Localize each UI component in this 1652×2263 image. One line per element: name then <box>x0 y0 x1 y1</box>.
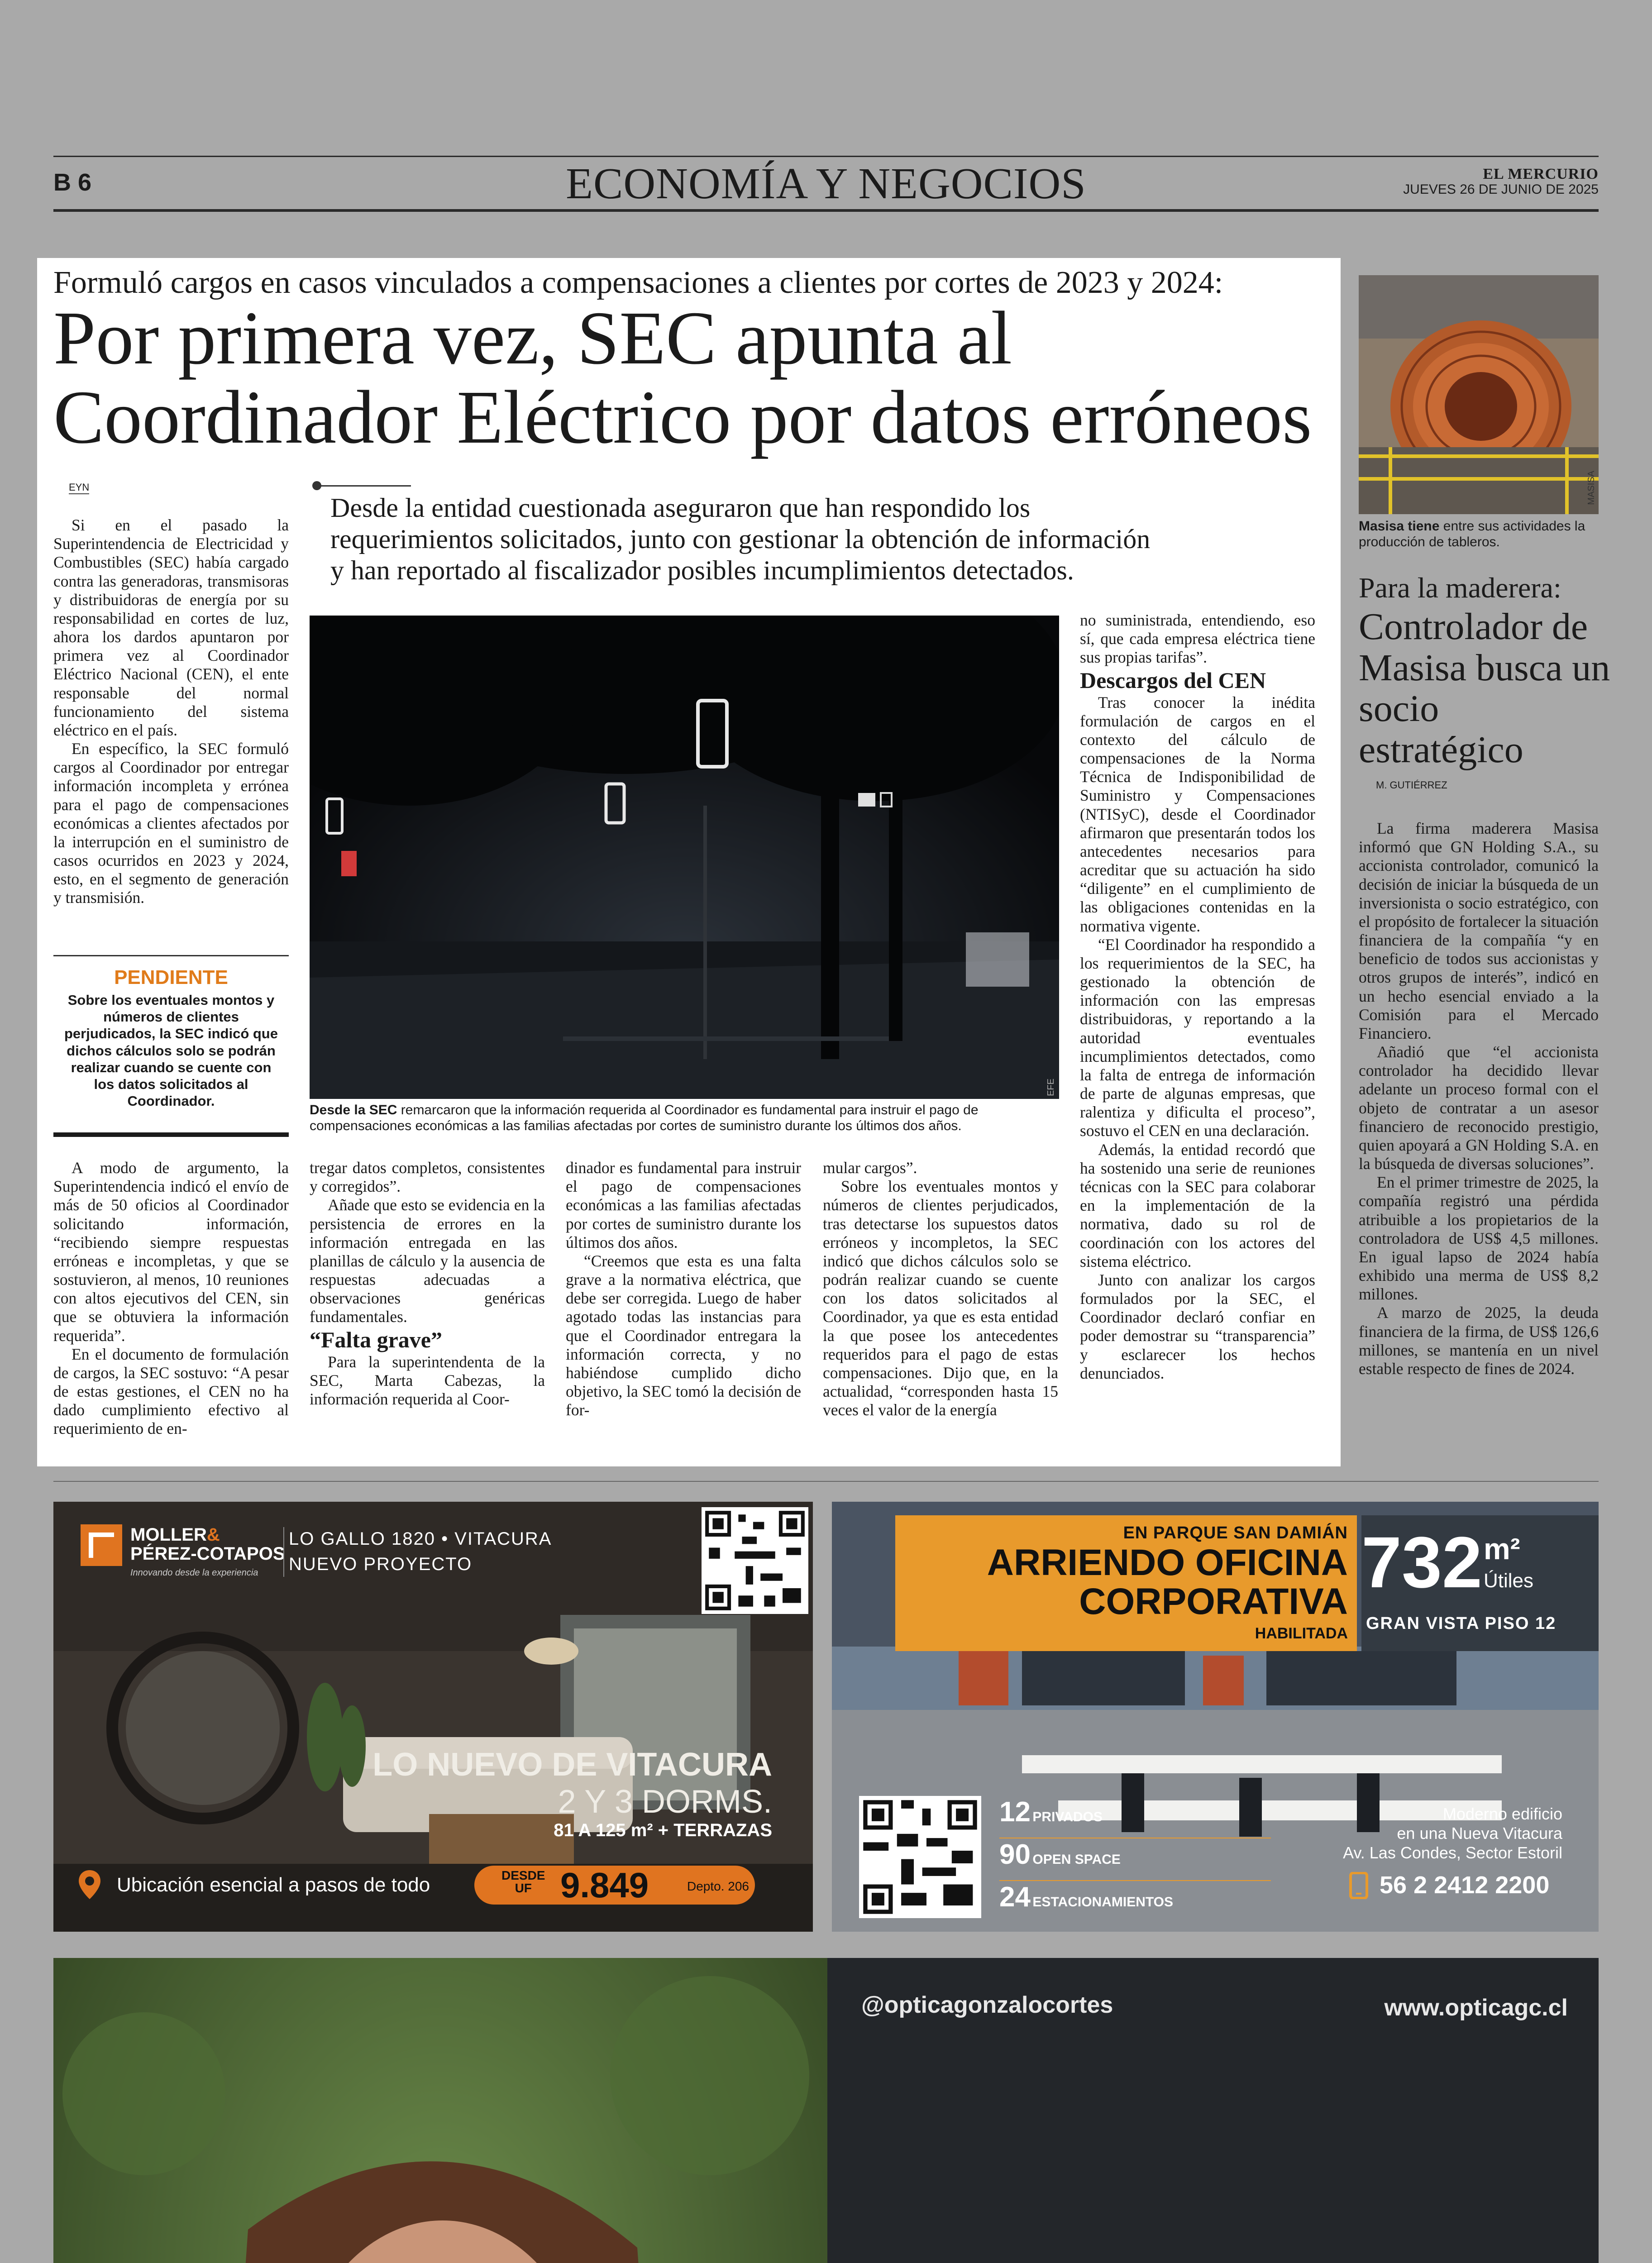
address: LO GALLO 1820 • VITACURA <box>289 1529 552 1549</box>
sidebar-photo-credit: MASISA <box>1586 471 1596 505</box>
article-column-1 <box>53 516 289 907</box>
article-column-3 <box>566 1159 801 1419</box>
street-night-photo <box>310 616 1059 1099</box>
deck-line: y han reportado al fiscalizador posibles incumplimientos detectados. <box>330 555 1074 585</box>
oficina-area-label: Útiles <box>1484 1570 1534 1592</box>
headline-line: Coordinador Eléctrico por datos erróneos <box>53 375 1312 459</box>
stat-row <box>999 1838 1271 1881</box>
sidebar-headline: Controlador de Masisa busca un socio estratégico <box>1359 606 1610 771</box>
caption-lead: Masisa tiene <box>1359 519 1440 534</box>
deck-line: requerimientos solicitados, junto con gestionar la obtención de información <box>330 524 1151 554</box>
factory-machine-photo <box>1359 275 1599 514</box>
pendiente-box <box>53 955 289 1137</box>
stat-row <box>999 1796 1271 1838</box>
desc-line: Av. Las Condes, Sector Estoril <box>1343 1843 1562 1862</box>
paragraph: Tras conocer la inédita formulación de cargos en el contexto del cálculo de compensaciones de la Norma Técnica de Indisponibilidad de Suministro y Compensaciones (NTISyC), desde el Coordinador afirmaron que presentarán todos los antecedentes necesarios para acreditar que su actuación ha sido “diligente” en el cumplimiento de las obligaciones contenidas en la normativa vigente. <box>1080 693 1315 935</box>
paragraph: Añadió que “el accionista controlador ha decidido llevar adelante un proceso formal con el objeto de contratar a un asesor financiero de reconocido prestigio, quien apoyará a GN Holding S.A. en la búsqueda de diversas soluciones”. <box>1359 1043 1599 1173</box>
deck-rule <box>316 485 411 487</box>
paragraph: mular cargos”. <box>823 1159 917 1177</box>
oficina-area-unit: m² <box>1484 1532 1520 1566</box>
ad-arriendo-oficina[interactable] <box>832 1502 1599 1932</box>
oficina-title <box>895 1543 1348 1621</box>
paragraph: Además, la entidad recordó que ha sostenido una serie de reuniones técnicas con la SEC para colaborar en la implementación de la normativa, dado su rol de coordinación con los actores del sistema eléctrico. <box>1080 1140 1315 1270</box>
moller-price-note: Depto. 206 <box>687 1879 749 1893</box>
stat-label: OPEN SPACE <box>1032 1852 1121 1867</box>
caption-lead: Desde la SEC <box>310 1103 397 1117</box>
paragraph: La firma maderera Masisa informó que GN Holding S.A., su accionista controlador, comunicó la decisión de iniciar la búsqueda de un inversionista o socio estratégico, con el propósito de fortalecer la situación financiera de la compañía “y en beneficio de todos sus accionistas y otros grupos de interés”, indicó en un hecho esencial enviado a la Comisión para el Mercado Financiero. <box>1359 819 1599 1042</box>
caption-text: remarcaron que la información requerida al Coordinador es fundamental para instruir el pago de compensaciones económicas a las familias afectadas por cortes de suministro durante los últimos dos años. <box>310 1103 979 1133</box>
article-column-4 <box>823 1159 1058 1419</box>
oficina-location: EN PARQUE SAN DAMIÁN <box>1123 1523 1348 1542</box>
photo-caption <box>310 1103 1059 1134</box>
location-pin-icon <box>79 1870 100 1899</box>
paragraph: dinador es fundamental para instruir el pago de compensaciones económicas a las familias afectadas por cortes de suministro durante los últimos dos años. <box>566 1159 801 1251</box>
newspaper-name: EL MERCURIO <box>1483 166 1599 182</box>
model-photo <box>53 1958 827 2263</box>
moller-address-block <box>289 1526 552 1577</box>
photo-credit: EFE <box>1046 1079 1056 1096</box>
stat-label: ESTACIONAMIENTOS <box>1032 1895 1173 1910</box>
paragraph: Añade que esto se evidencia en la persistencia de errores en la información entregada en las planillas de cálculo y la ausencia de respuestas adecuadas a observaciones genéricas fundamentales. <box>310 1196 545 1326</box>
subhead-descargos: Descargos del CEN <box>1080 667 1266 693</box>
paragraph: Junto con analizar los cargos formulados por la SEC, el Coordinador declaró confiar en poder demostrar su “transparencia” y esclarecer los hechos denunciados. <box>1080 1270 1315 1382</box>
moller-rooms: 2 Y 3 DORMS. <box>558 1784 772 1820</box>
ad-opticas-gonzalo-cortes[interactable] <box>53 1958 1599 2263</box>
moller-size: 81 A 125 m² + TERRAZAS <box>554 1820 772 1840</box>
sidebar-photo <box>1359 275 1599 514</box>
paragraph: En el documento de formulación de cargos, la SEC sostuvo: “A pesar de estas gestiones, el CEN no ha dado cumplimiento efectivo al requerimiento de en- <box>53 1345 289 1438</box>
title-line: ARRIENDO OFICINA <box>987 1542 1348 1583</box>
moller-logo-icon <box>81 1524 122 1566</box>
sidebar-body <box>1359 819 1599 1378</box>
moller-headline-block <box>372 1746 772 1841</box>
oficina-description <box>1343 1804 1562 1863</box>
stat-label: PRIVADOS <box>1032 1809 1103 1824</box>
price-prefix <box>501 1869 545 1895</box>
masthead-bottom-rule <box>53 209 1599 212</box>
page-number: B 6 <box>53 169 92 196</box>
oficina-status: HABILITADA <box>1255 1625 1348 1642</box>
moller-headline: LO NUEVO DE VITACURA <box>372 1747 772 1783</box>
pendiente-body: Sobre los eventuales montos y números de clientes perjudicados, la SEC indicó que dichos cálculos solo se podrán realizar cuando se cuente con los datos solicitados al Coordinador. <box>64 992 278 1109</box>
ad-moller-perez-cotapos[interactable] <box>53 1502 813 1932</box>
brand-line: MOLLER <box>130 1525 207 1545</box>
qr-code-icon[interactable] <box>702 1507 808 1614</box>
article-byline: EYN <box>69 482 89 494</box>
paragraph: A modo de argumento, la Superintendencia indicó el envío de más de 50 oficios al Coordinador solicitando información, “recibiendo siempre respuestas erróneas e incompletas, y que se sostuvieron, al menos, 10 reuniones con altos ejecutivos del CEN, sin que se obtuviera la información requerida”. <box>53 1159 289 1345</box>
opticas-social[interactable]: @opticagonzalocortes <box>861 1992 1113 2018</box>
section-title: ECONOMÍA Y NEGOCIOS <box>566 159 1086 208</box>
deck-line: Desde la entidad cuestionada aseguraron que han respondido los <box>330 493 1031 523</box>
headline-line: Por primera vez, SEC apunta al <box>53 296 1012 380</box>
deck-bullet <box>312 481 321 490</box>
sidebar-kicker: Para la maderera: <box>1359 572 1561 604</box>
paragraph: Sobre los eventuales montos y números de clientes perjudicados, tras detectarse los supuestos datos erróneos y incompletos, la SEC indicó que dichos cálculos solo se podrán realizar cuando se cuente con los datos solicitados al Coordinador, ya que es esta entidad la que posee los antecedentes requeridos para el pago de estas compensaciones. Dijo que, en la actualidad, “corresponden hasta 15 veces el valor de la energía <box>823 1177 1058 1419</box>
article-column-5 <box>1080 611 1315 1383</box>
subhead-falta-grave: “Falta grave” <box>310 1327 442 1352</box>
pendiente-title: PENDIENTE <box>114 966 228 988</box>
qr-code-icon[interactable] <box>859 1796 981 1918</box>
paragraph: tregar datos completos, consistentes y corregidos”. <box>310 1159 545 1196</box>
oficina-phone[interactable]: 56 2 2412 2200 <box>1380 1872 1550 1899</box>
paragraph: no suministrada, entendiendo, eso sí, que cada empresa eléctrica tiene sus propias tarifas”. <box>1080 611 1315 667</box>
article-photo <box>310 616 1059 1099</box>
oficina-view: GRAN VISTA PISO 12 <box>1366 1614 1557 1633</box>
price-prefix-line: UF <box>515 1881 532 1895</box>
moller-location: Ubicación esencial a pasos de todo <box>117 1874 430 1896</box>
sidebar-byline: M. GUTIÉRREZ <box>1376 779 1447 791</box>
ads-divider <box>53 1481 1599 1482</box>
desc-line: Moderno edificio <box>1442 1805 1562 1823</box>
stat-row <box>999 1881 1271 1923</box>
paragraph: Para la superintendenta de la SEC, Marta Cabezas, la información requerida al Coor- <box>310 1352 545 1408</box>
oficina-area: 732 <box>1361 1522 1482 1603</box>
project-label: NUEVO PROYECTO <box>289 1554 473 1574</box>
phone-icon <box>1348 1872 1370 1899</box>
paragraph: A marzo de 2025, la deuda financiera de la firma, de US$ 126,6 millones, se mantenía en un nivel estable respecto de fines de 2024. <box>1359 1303 1599 1378</box>
price-prefix-line: DESDE <box>501 1868 545 1882</box>
moller-tagline: Innovando desde la experiencia <box>130 1568 258 1578</box>
opticas-website[interactable]: www.opticagc.cl <box>1384 1995 1568 2021</box>
article-headline <box>53 296 1348 459</box>
masthead-top-rule <box>53 156 1599 157</box>
desc-line: en una Nueva Vitacura <box>1397 1824 1562 1843</box>
moller-bottom-bar <box>53 1864 813 1905</box>
article-column-2 <box>310 1159 545 1408</box>
paragraph: En específico, la SEC formuló cargos al Coordinador por entregar información incompleta y errónea para el pago de compensaciones económicas a clientes afectados por la interrupción en el suministro de casos ocurridos en 2023 y 2024, esto, en el segmento de generación y transmisión. <box>53 740 289 907</box>
divider <box>283 1527 284 1577</box>
title-line: CORPORATIVA <box>1079 1581 1348 1623</box>
moller-price: 9.849 <box>560 1865 649 1905</box>
brand-line: PÉREZ-COTAPOS <box>130 1544 285 1564</box>
caption-text: entre sus actividades la producción de tableros. <box>1359 519 1585 549</box>
newspaper-date: JUEVES 26 DE JUNIO DE 2025 <box>1403 182 1599 197</box>
sidebar-photo-caption <box>1359 519 1599 550</box>
paragraph: “Creemos que esta es una falta grave a la normativa eléctrica, que debe ser corregida. Luego de haber agotado todas las instancias para que el Coordinador entregara la información correcta, y no habiéndose cumplido dicho objetivo, la SEC tomó la decisión de for- <box>566 1251 801 1419</box>
brand-amp: & <box>206 1525 220 1545</box>
stat-number: 90 <box>999 1839 1031 1870</box>
oficina-stats <box>999 1796 1271 1923</box>
article-deck <box>330 492 1231 586</box>
article-kicker: Formuló cargos en casos vinculados a compensaciones a clientes por cortes de 2023 y 2024: <box>53 265 1223 300</box>
moller-brand <box>130 1525 285 1563</box>
article-column-1-bottom <box>53 1159 289 1438</box>
paragraph: En el primer trimestre de 2025, la compañía registró una pérdida atribuible a los propietarios de la controladora de US$ 4,5 millones. En igual lapso de 2024 había exhibido una merma de US$ 8,2 millones. <box>1359 1173 1599 1303</box>
paragraph: Si en el pasado la Superintendencia de Electricidad y Combustibles (SEC) había cargado contra las generadoras, transmisoras y distribuidoras de energía por su responsabilidad en cortes de luz, ahora los dardos apuntaron por primera vez al Coordinador Eléctrico Nacional (CEN), el ente responsable del normal funcionamiento del sistema eléctrico en el país. <box>53 516 289 739</box>
paragraph: “El Coordinador ha respondido a los requerimientos de la SEC, ha gestionado la obtención de información con las empresas distribuidoras, y reportando a la autoridad eventuales incumplimientos detectados, como la falta de entrega de información de parte de algunas empresas, que ralentiza y dificulta el proceso”, sostuvo el CEN en una declaración. <box>1080 935 1315 1140</box>
stat-number: 12 <box>999 1796 1031 1828</box>
stat-number: 24 <box>999 1881 1031 1913</box>
